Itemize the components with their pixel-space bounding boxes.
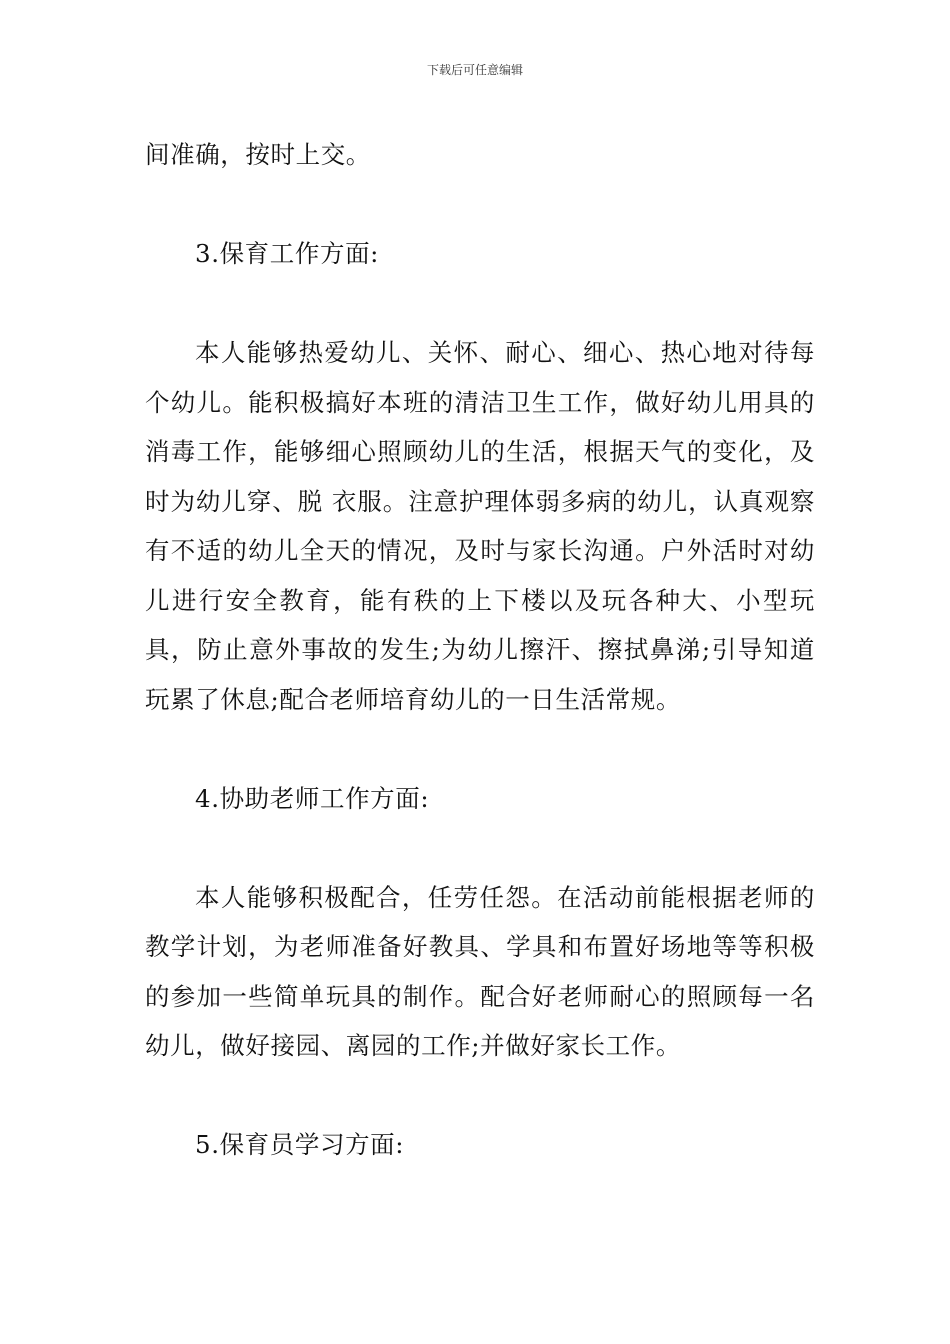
section-heading-4: 4.协助老师工作方面:	[195, 783, 430, 813]
paragraph-gap	[145, 724, 815, 774]
paragraph-gap	[145, 1071, 815, 1121]
section-heading-5: 5.保育员学习方面:	[195, 1130, 405, 1159]
paragraph-gap	[145, 180, 815, 230]
paragraph-gap	[145, 279, 815, 329]
page-header: 下载后可任意编辑	[426, 63, 523, 77]
document-body	[145, 130, 815, 1170]
paragraph-gap	[145, 823, 815, 873]
paragraph-continuation: 间准确，按时上交。	[145, 140, 371, 169]
section-heading-3: 3.保育工作方面:	[195, 239, 380, 268]
paragraph-childcare: 本人能够热爱幼儿、关怀、耐心、细心、热心地对待每个幼儿。能积极搞好本班的清洁卫生工作，做好幼儿用具的消毒工作，能够细心照顾幼儿的生活，根据天气的变化，及时为幼儿穿、脱 衣服。注意护理体弱多病的幼儿，认真观察有不适的幼儿全天的情况，及时与家长沟通。户外活时对幼儿进行安全教育，能有秩的上下楼以及玩各种大、小型玩具，防止意外事故的发生;为幼儿擦汗、擦拭鼻涕;引导知道玩累了休息;配合老师培育幼儿的一日生活常规。	[145, 338, 815, 714]
paragraph-assist-teacher: 本人能够积极配合，任劳任怨。在活动前能根据老师的教学计划，为老师准备好教具、学具和布置好场地等等积极的参加一些简单玩具的制作。配合好老师耐心的照顾每一名幼儿，做好接园、离园的工作;并做好家长工作。	[145, 882, 815, 1060]
